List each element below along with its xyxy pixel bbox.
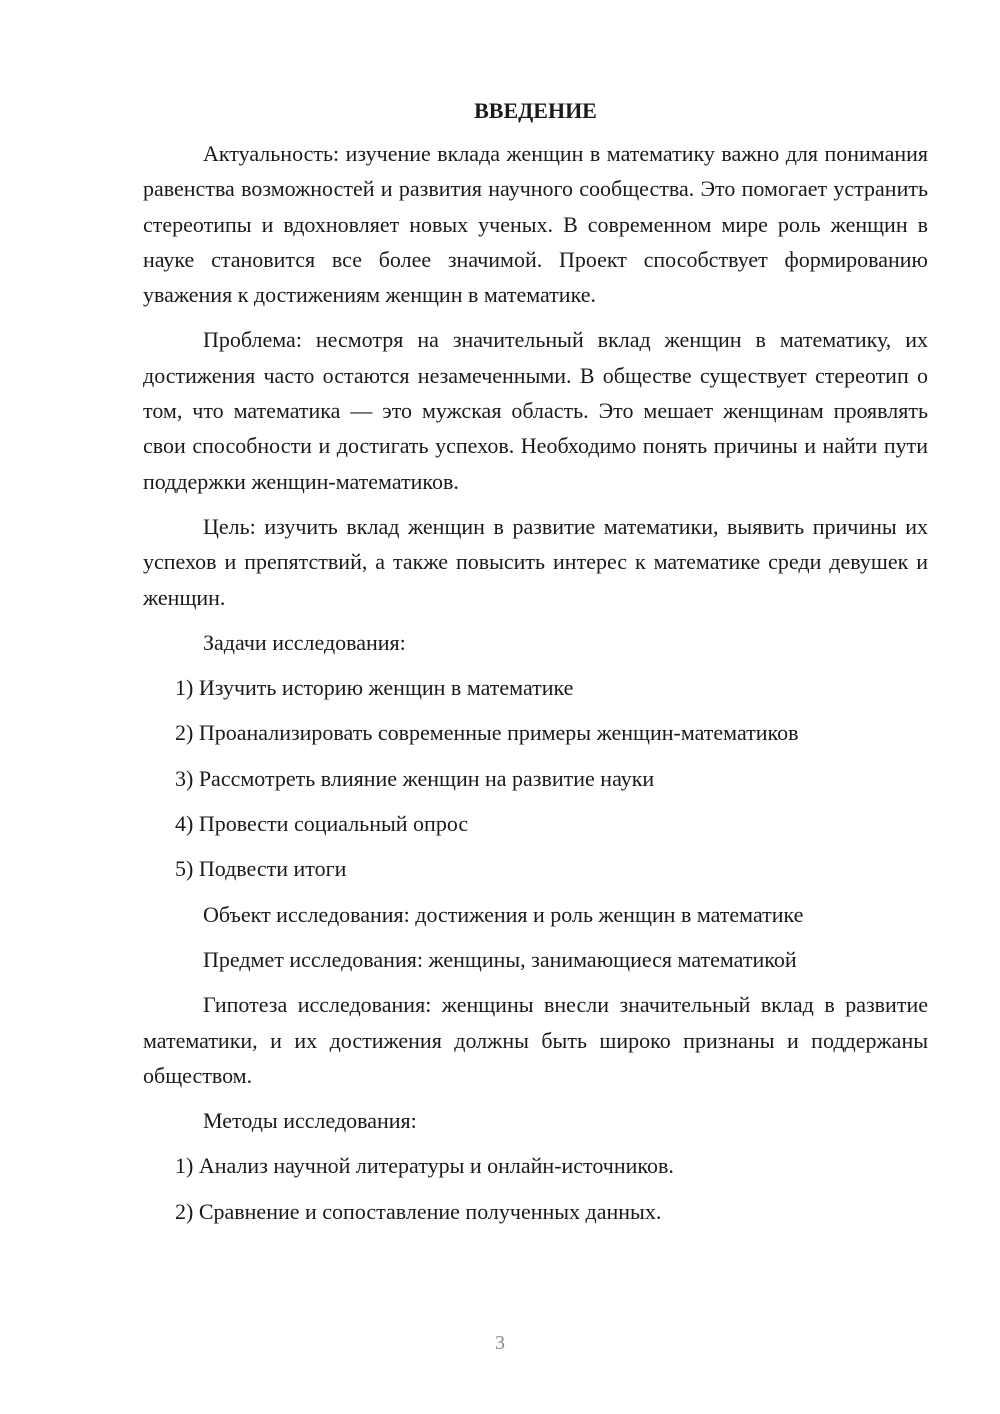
document-page <box>143 94 928 1239</box>
object-line: Объект исследования: достижения и роль женщин в математике <box>203 901 804 927</box>
task-item: 4) Провести социальный опрос <box>175 811 469 837</box>
goal-paragraph: Цель: изучить вклад женщин в развитие математики, выявить причины их успехов и препятствий, а также повысить интерес к математике среди девушек и женщин. <box>143 513 928 610</box>
task-item: 3) Рассмотреть влияние женщин на развитие науки <box>175 765 655 791</box>
page-number: 3 <box>495 1332 505 1354</box>
method-item: 1) Анализ научной литературы и онлайн-источников. <box>175 1153 674 1179</box>
subject-line: Предмет исследования: женщины, занимающиеся математикой <box>203 946 797 972</box>
relevance-paragraph: Актуальность: изучение вклада женщин в математику важно для понимания равенства возможностей и развития научного сообщества. Это помогает устранить стереотипы и вдохновляет новых ученых. В современном мире роль женщин в науке становится все более значимой. Проект способствует формированию уважения к достижениям женщин в математике. <box>143 141 928 308</box>
problem-paragraph: Проблема: несмотря на значительный вклад женщин в математику, их достижения часто остаются незамеченными. В обществе существует стереотип о том, что математика — это мужская область. Это мешает женщинам проявлять свои способности и достигать успехов. Необходимо понять причины и найти пути поддержки женщин-математиков. <box>143 327 928 494</box>
methods-title: Методы исследования: <box>203 1108 417 1134</box>
hypothesis-paragraph: Гипотеза исследования: женщины внесли значительный вклад в развитие математики, и их достижения должны быть широко признаны и поддержаны обществом. <box>143 992 928 1088</box>
task-item: 5) Подвести итоги <box>175 856 347 882</box>
method-item: 2) Сравнение и сопоставление полученных данных. <box>175 1198 662 1224</box>
task-item: 1) Изучить историю женщин в математике <box>175 675 574 701</box>
page-heading: ВВЕДЕНИЕ <box>474 98 597 123</box>
tasks-title: Задачи исследования: <box>203 629 406 655</box>
task-item: 2) Проанализировать современные примеры женщин-математиков <box>175 720 799 746</box>
